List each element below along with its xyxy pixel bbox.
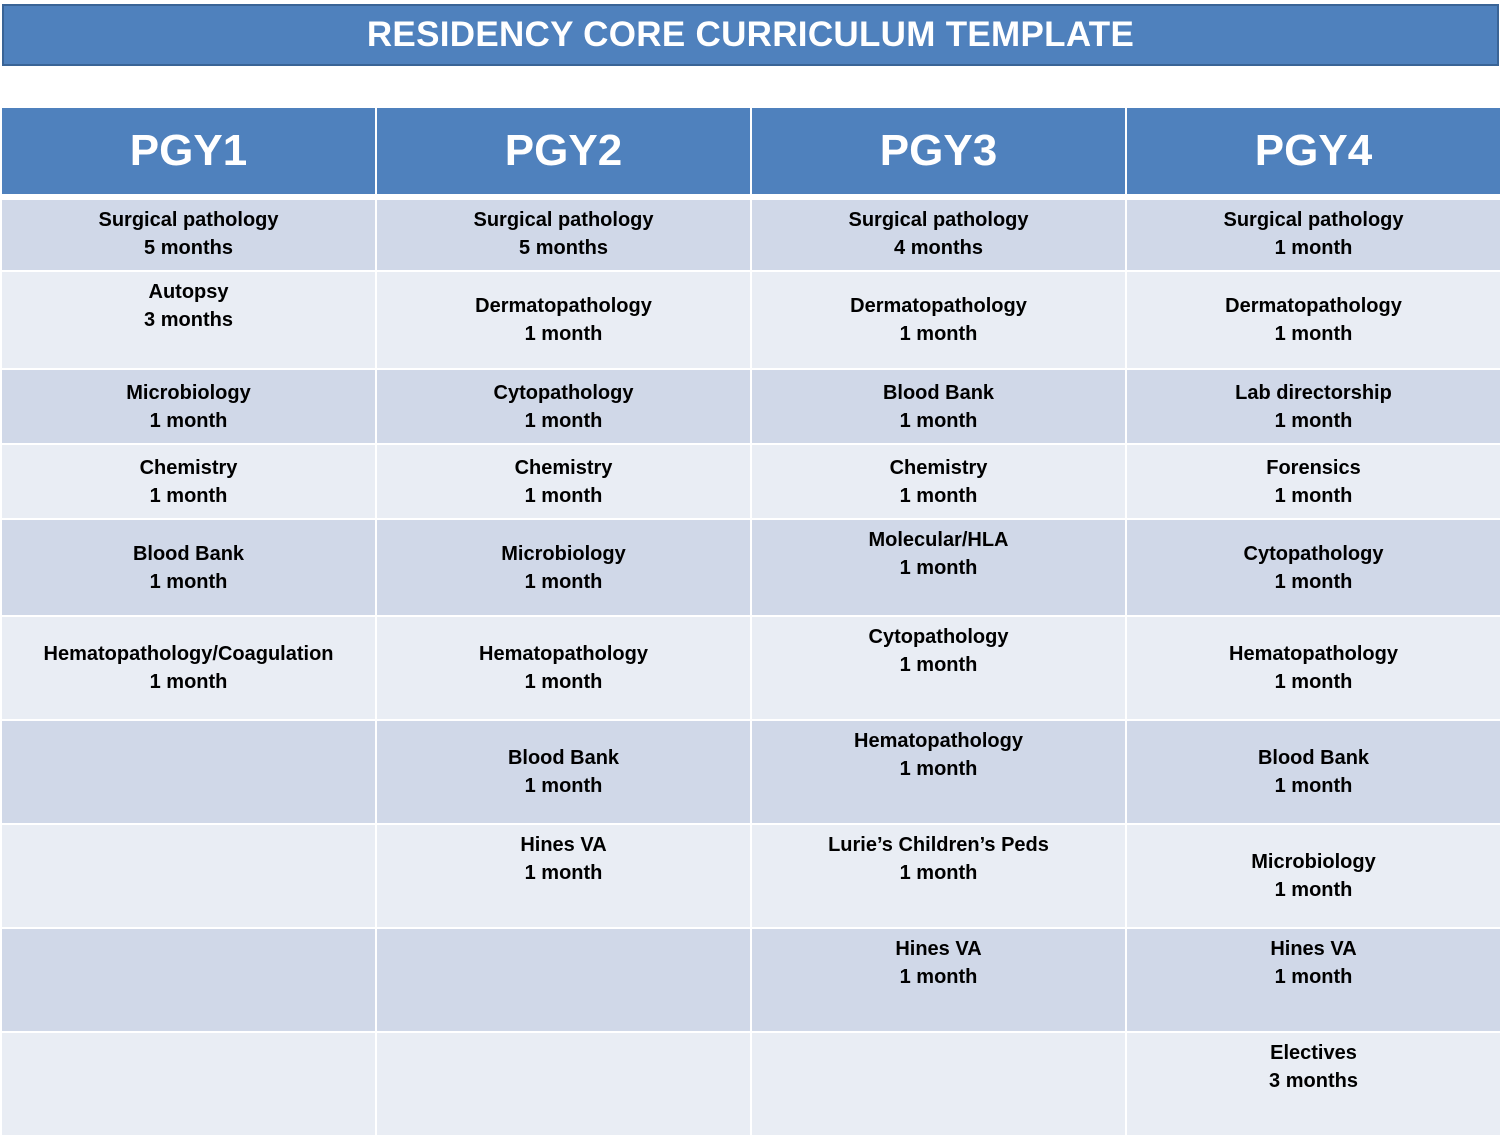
rotation-duration: 1 month [1274, 237, 1353, 259]
curriculum-cell [1127, 272, 1500, 370]
rotation-duration: 1 month [1274, 879, 1353, 901]
curriculum-cell [377, 1033, 750, 1137]
rotation-name: Molecular/HLA [868, 529, 1009, 551]
rotation-name: Lab directorship [1235, 381, 1392, 404]
curriculum-cell [2, 825, 375, 929]
rotation-duration: 1 month [149, 570, 228, 593]
curriculum-cell [1127, 200, 1500, 272]
rotation-name: Surgical pathology [848, 209, 1029, 231]
rotation-name: Blood Bank [507, 747, 620, 769]
curriculum-cell [2, 520, 375, 617]
curriculum-cell [1127, 1033, 1500, 1137]
rotation-duration: 1 month [899, 758, 978, 780]
rotation-name: Cytopathology [1243, 542, 1384, 565]
curriculum-cell [752, 272, 1125, 370]
rotation-duration: 1 month [524, 671, 603, 693]
rotation-name: Electives [1270, 1042, 1357, 1064]
rotation-duration: 1 month [524, 775, 603, 797]
rotation-name: Hines VA [895, 938, 982, 960]
rotation-name: Hematopathology [1229, 643, 1398, 665]
rotation-duration: 5 months [144, 237, 233, 259]
curriculum-cell [752, 617, 1125, 721]
rotation-duration: 1 month [1274, 775, 1353, 797]
rotation-duration: 1 month [524, 484, 603, 507]
column-header-pgy2: PGY2 [377, 108, 750, 194]
curriculum-cell [752, 1033, 1125, 1137]
rotation-name: Hematopathology [479, 643, 648, 665]
curriculum-cell [377, 445, 750, 520]
curriculum-cell [1127, 825, 1500, 929]
curriculum-cell [2, 272, 375, 370]
rotation-duration: 1 month [149, 409, 228, 432]
curriculum-cell [377, 617, 750, 721]
rotation-duration: 4 months [894, 237, 983, 259]
rotation-duration: 1 month [899, 557, 978, 579]
rotation-duration: 1 month [524, 409, 603, 432]
rotation-duration: 3 months [1269, 1070, 1358, 1092]
curriculum-cell [1127, 929, 1500, 1033]
curriculum-cell [377, 200, 750, 272]
curriculum-cell [1127, 520, 1500, 617]
rotation-name: Chemistry [139, 456, 238, 479]
curriculum-cell [2, 200, 375, 272]
rotation-name: Microbiology [1251, 851, 1376, 873]
curriculum-cell [2, 721, 375, 825]
curriculum-cell [377, 272, 750, 370]
rotation-name: Lurie’s Children’s Peds [828, 834, 1049, 856]
rotation-name: Chemistry [514, 456, 613, 479]
curriculum-cell [377, 825, 750, 929]
rotation-duration: 1 month [149, 484, 228, 507]
curriculum-cell [2, 370, 375, 445]
rotation-duration: 1 month [1274, 484, 1353, 507]
curriculum-cell [2, 445, 375, 520]
rotation-name: Surgical pathology [473, 209, 654, 231]
column-header-pgy4: PGY4 [1127, 108, 1500, 194]
rotation-duration: 3 months [144, 309, 233, 331]
curriculum-cell [752, 370, 1125, 445]
curriculum-cell [377, 520, 750, 617]
rotation-name: Dermatopathology [475, 295, 652, 317]
rotation-name: Dermatopathology [1225, 295, 1402, 317]
curriculum-cell [2, 617, 375, 721]
rotation-name: Forensics [1266, 456, 1361, 479]
curriculum-cell [1127, 445, 1500, 520]
curriculum-table [2, 108, 1502, 1137]
rotation-name: Microbiology [501, 542, 626, 565]
curriculum-cell [752, 520, 1125, 617]
rotation-duration: 1 month [1274, 671, 1353, 693]
curriculum-cell [752, 825, 1125, 929]
curriculum-cell [2, 1033, 375, 1137]
rotation-duration: 1 month [149, 671, 228, 693]
rotation-name: Surgical pathology [98, 209, 279, 231]
rotation-name: Surgical pathology [1223, 209, 1404, 231]
rotation-duration: 1 month [899, 409, 978, 432]
rotation-name: Microbiology [126, 381, 251, 404]
rotation-name: Blood Bank [132, 542, 245, 565]
rotation-duration: 1 month [1274, 570, 1353, 593]
rotation-name: Blood Bank [882, 381, 995, 404]
rotation-duration: 5 months [519, 237, 608, 259]
curriculum-cell [377, 929, 750, 1033]
curriculum-cell [752, 445, 1125, 520]
rotation-duration: 1 month [524, 570, 603, 593]
title-banner [2, 4, 1499, 66]
rotation-duration: 1 month [899, 654, 978, 676]
curriculum-cell [377, 721, 750, 825]
curriculum-cell [1127, 721, 1500, 825]
curriculum-cell [1127, 370, 1500, 445]
curriculum-cell [752, 929, 1125, 1033]
curriculum-cell [752, 721, 1125, 825]
curriculum-cell [1127, 617, 1500, 721]
rotation-name: Hines VA [1270, 938, 1357, 960]
rotation-name: Hematopathology [854, 730, 1023, 752]
rotation-name: Chemistry [889, 456, 988, 479]
rotation-name: Blood Bank [1257, 747, 1370, 769]
rotation-duration: 1 month [1274, 966, 1353, 988]
page-title: RESIDENCY CORE CURRICULUM TEMPLATE [366, 15, 1135, 54]
curriculum-cell [2, 929, 375, 1033]
rotation-duration: 1 month [1274, 409, 1353, 432]
rotation-name: Hines VA [520, 834, 607, 856]
rotation-name: Cytopathology [493, 381, 634, 404]
rotation-duration: 1 month [899, 323, 978, 345]
rotation-name: Hematopathology/Coagulation [43, 643, 334, 665]
rotation-duration: 1 month [1274, 323, 1353, 345]
rotation-name: Autopsy [148, 281, 229, 303]
curriculum-cell [377, 370, 750, 445]
rotation-name: Dermatopathology [850, 295, 1027, 317]
rotation-duration: 1 month [899, 862, 978, 884]
rotation-duration: 1 month [524, 323, 603, 345]
rotation-name: Cytopathology [868, 626, 1009, 648]
rotation-duration: 1 month [524, 862, 603, 884]
column-header-pgy3: PGY3 [752, 108, 1125, 194]
rotation-duration: 1 month [899, 966, 978, 988]
column-header-pgy1: PGY1 [2, 108, 375, 194]
rotation-duration: 1 month [899, 484, 978, 507]
curriculum-cell [752, 200, 1125, 272]
